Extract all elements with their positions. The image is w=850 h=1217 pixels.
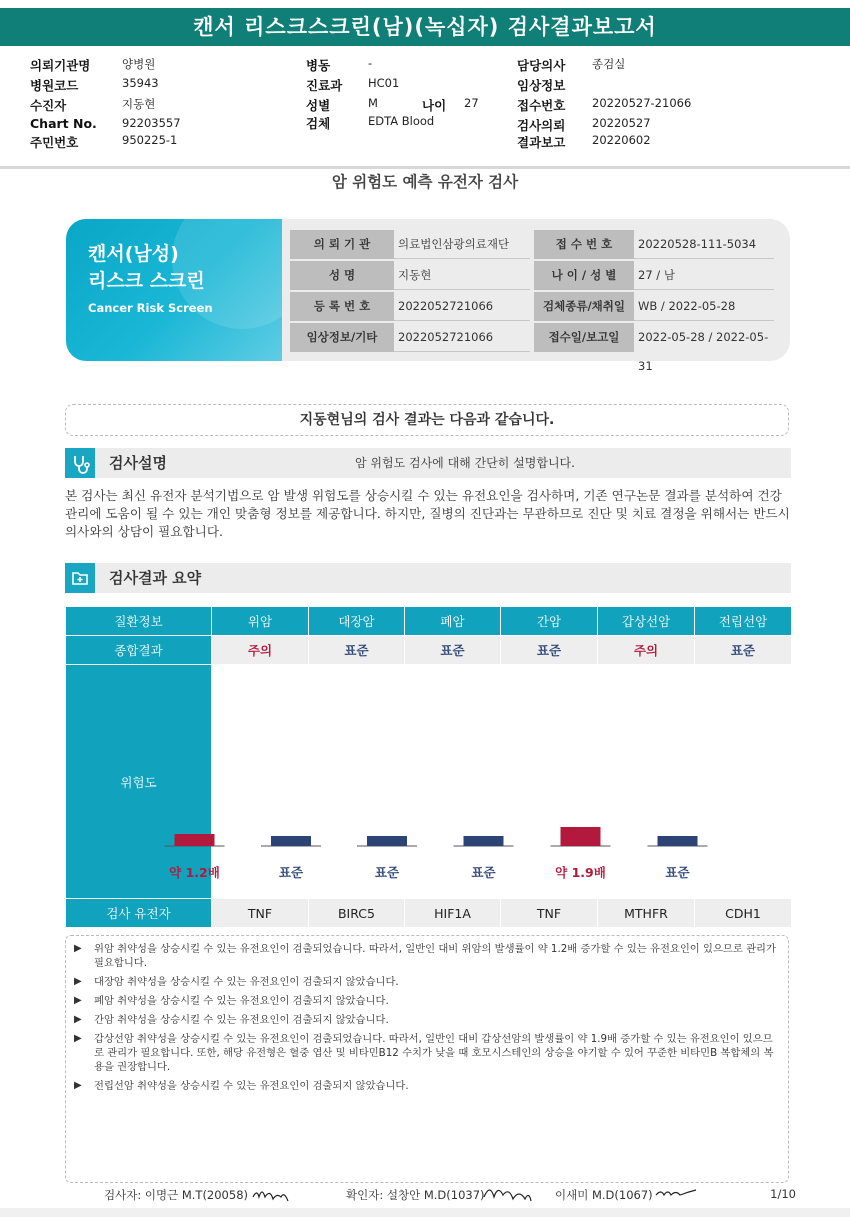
note-text: 폐암 취약성을 상승시킬 수 있는 유전요인이 검출되지 않았습니다.: [94, 995, 389, 1007]
disease-name: 전립선암: [695, 607, 792, 636]
disease-row: [66, 607, 792, 636]
header-key: 접수번호: [517, 98, 566, 113]
info-key: 성 명: [290, 261, 394, 290]
header-key: 검사의뢰: [517, 118, 566, 133]
info-row: [534, 323, 778, 373]
header-key: 성별: [306, 98, 331, 113]
risk-bar: [658, 836, 698, 846]
header-info: [0, 52, 850, 164]
gene-row: [66, 899, 792, 928]
note-text: 간암 취약성을 상승시킬 수 있는 유전요인이 검출되지 않았습니다.: [94, 1014, 389, 1026]
result-row: [66, 636, 792, 665]
age-value: 27: [464, 96, 479, 110]
risk-bar: [464, 836, 504, 846]
age-label: 나이: [422, 98, 447, 113]
brand-english-title: Cancer Risk Screen: [88, 301, 213, 315]
header-key: 진료과: [306, 78, 343, 93]
header-value: HC01: [368, 76, 400, 90]
confirmer2-handwritten-signature: [654, 1185, 699, 1201]
section-subtitle: 암 위험도 검사에 대해 간단히 설명합니다.: [355, 456, 575, 470]
stethoscope-icon: [65, 448, 95, 478]
header-key: 의뢰기관명: [30, 58, 91, 73]
gene-name: MTHFR: [598, 899, 695, 928]
triangle-right-icon: ▶: [74, 995, 82, 1006]
info-key: 검체종류/채취일: [534, 292, 634, 321]
brand-title-line2: 리스크 스크린: [88, 270, 205, 292]
info-row: [534, 230, 774, 259]
note-text: 전립선암 취약성을 상승시킬 수 있는 유전요인이 검출되지 않았습니다.: [94, 1080, 409, 1092]
result-value: 주의: [598, 636, 695, 665]
note-text: 대장암 취약성을 상승시킬 수 있는 유전요인이 검출되지 않았습니다.: [94, 976, 399, 988]
info-key: 나 이 / 성 별: [534, 261, 634, 290]
info-row: [290, 230, 530, 259]
section-summary-header: [65, 563, 791, 593]
header-value: 양병원: [122, 57, 156, 71]
disease-name: 간암: [501, 607, 598, 636]
test-subtitle: 암 위험도 예측 유전자 검사: [331, 173, 519, 191]
section-description-header: [65, 448, 791, 478]
brand-panel: [66, 219, 282, 361]
row-label: 위험도: [66, 665, 212, 899]
disease-name: 대장암: [309, 607, 405, 636]
info-value: 27 / 남: [634, 261, 774, 290]
risk-bar-label: 표준: [374, 865, 400, 880]
risk-bar: [561, 827, 601, 846]
gene-name: CDH1: [695, 899, 792, 928]
note-item: [72, 994, 782, 1008]
result-value: 표준: [695, 636, 792, 665]
risk-bar-label: 표준: [471, 865, 496, 880]
header-value: M: [368, 96, 378, 110]
brand-title-line1: 캔서(남성): [88, 243, 179, 265]
header-divider: [0, 166, 850, 169]
header-value: -: [368, 56, 373, 70]
header-key: 검체: [306, 116, 331, 131]
gene-name: BIRC5: [309, 899, 405, 928]
header-key: Chart No.: [30, 116, 97, 131]
confirmer-handwritten-signature: [480, 1183, 535, 1203]
page-number: 1/10: [770, 1187, 796, 1201]
note-item: [72, 975, 782, 989]
folder-plus-icon: [65, 563, 95, 593]
result-value: 주의: [212, 636, 309, 665]
disease-name: 위암: [212, 607, 309, 636]
note-text: 갑상선암 취약성을 상승시킬 수 있는 유전요인이 검출되었습니다. 따라서, 일반인 대비 갑상선암의 발생률이 약 1.9배 증가할 수 있는 유전요인이 있으므로 관리가 필요합니다. 또한, 해당 유전형은 혈중 엽산 및 비타민B12 수치가 낮을 때 호모시스테인의 상승을 야기할 수 있어 꾸준한 비타민B 복합체의 복용을 권장합니다.: [94, 1033, 774, 1073]
confirmer2-signature: 이새미 M.D(1067): [555, 1188, 653, 1202]
result-value: 표준: [405, 636, 501, 665]
info-value: 의료법인삼광의료재단: [394, 230, 530, 259]
info-key: 접수일/보고일: [534, 323, 634, 352]
risk-bar-label: 표준: [665, 865, 690, 880]
gene-name: HIF1A: [405, 899, 501, 928]
info-key: 의 뢰 기 관: [290, 230, 394, 259]
note-item: [72, 942, 782, 970]
section-title: 검사결과 요약: [109, 569, 202, 587]
note-text: 위암 취약성을 상승시킬 수 있는 유전요인이 검출되었습니다. 따라서, 일반인 대비 위암의 발생률이 약 1.2배 증가할 수 있는 유전요인이 있으므로 관리가 필요합니다.: [94, 943, 776, 969]
note-item: [72, 1013, 782, 1027]
header-key: 병동: [306, 58, 331, 73]
result-value: 표준: [501, 636, 598, 665]
tester-signature: 검사자: 이명근 M.T(20058): [104, 1188, 248, 1202]
info-key: 등 록 번 호: [290, 292, 394, 321]
header-value: EDTA Blood: [368, 114, 435, 128]
gene-name: TNF: [212, 899, 309, 928]
header-key: 주민번호: [30, 135, 79, 150]
signature-footer: [0, 1187, 850, 1207]
header-value: 20220527: [592, 116, 651, 130]
header-value: 35943: [122, 76, 159, 90]
note-item: [72, 1032, 782, 1074]
info-value: 2022-05-28 / 2022-05-31: [638, 330, 769, 373]
risk-bar-chart: [146, 664, 726, 898]
header-value: 종검실: [592, 57, 626, 71]
row-label: 종합결과: [66, 636, 212, 665]
header-value: 20220527-21066: [592, 96, 692, 110]
header-key: 임상정보: [517, 78, 566, 93]
triangle-right-icon: ▶: [74, 943, 82, 954]
report-title: 캔서 리스크스크린(남)(녹십자) 검사결과보고서: [0, 8, 850, 46]
test-description: 본 검사는 최신 유전자 분석기법으로 암 발생 위험도를 상승시킬 수 있는 유전요인을 검사하며, 기존 연구논문 결과를 분석하여 건강 관리에 도움이 될 수 있는 개인 맞춤형 정보를 제공합니다. 하지만, 질병의 진단과는 무관하므로 진단 및 치료 결정을 위해서는 반드시 의사와의 상담이 필요합니다.: [65, 488, 790, 539]
risk-bar-label: 표준: [278, 865, 304, 880]
info-value: 2022052721066: [394, 323, 530, 352]
header-value: 950225-1: [122, 133, 178, 147]
header-key: 수진자: [30, 98, 67, 113]
confirmer-signature: 확인자: 설창안 M.D(1037): [346, 1188, 485, 1202]
row-label: 검사 유전자: [66, 899, 212, 928]
risk-bar: [271, 836, 311, 846]
risk-bar: [367, 836, 407, 846]
disease-name: 갑상선암: [598, 607, 695, 636]
risk-bar-label: 약 1.2배: [169, 865, 220, 880]
header-key: 담당의사: [517, 58, 566, 73]
risk-bar-label: 약 1.9배: [555, 865, 606, 880]
header-value: 지동현: [122, 97, 156, 111]
result-notes: [65, 935, 789, 1183]
result-value: 표준: [309, 636, 405, 665]
header-key: 병원코드: [30, 78, 79, 93]
disease-name: 폐암: [405, 607, 501, 636]
risk-bar: [175, 834, 215, 846]
info-value: 2022052721066: [394, 292, 530, 321]
gene-name: TNF: [501, 899, 598, 928]
triangle-right-icon: ▶: [74, 1014, 82, 1025]
risk-chart-svg: [146, 664, 726, 898]
triangle-right-icon: ▶: [74, 1033, 82, 1044]
header-value: 20220602: [592, 133, 651, 147]
note-item: [72, 1079, 782, 1093]
result-notice: 지동현님의 검사 결과는 다음과 같습니다.: [65, 404, 789, 436]
info-value: 지동현: [394, 261, 530, 290]
header-key: 결과보고: [517, 135, 566, 150]
triangle-right-icon: ▶: [74, 976, 82, 987]
section-title: 검사설명: [109, 454, 167, 472]
info-value: 20220528-111-5034: [634, 230, 774, 259]
info-key: 접 수 번 호: [534, 230, 634, 259]
info-row: [290, 323, 530, 352]
info-value: WB / 2022-05-28: [634, 292, 774, 321]
info-key: 임상정보/기타: [290, 323, 394, 352]
info-row: [290, 261, 530, 290]
info-row: [290, 292, 530, 321]
info-row: [534, 261, 774, 290]
triangle-right-icon: ▶: [74, 1080, 82, 1091]
info-row: [534, 292, 774, 321]
bottom-band: [0, 1208, 850, 1217]
header-value: 92203557: [122, 116, 181, 130]
row-label: 질환정보: [66, 607, 212, 636]
tester-handwritten-signature: [250, 1185, 295, 1203]
